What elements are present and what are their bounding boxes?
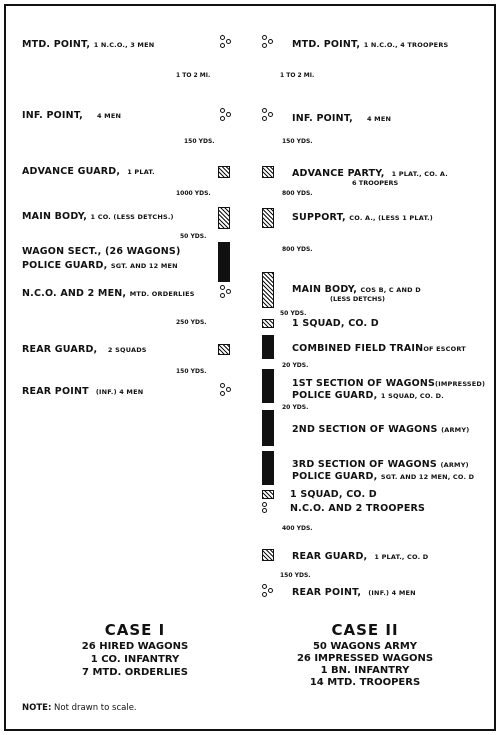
case2-distance-3: 800 YDS. bbox=[282, 190, 313, 197]
case1-distance-1: 1 TO 2 MI. bbox=[176, 72, 211, 79]
case2-distance-5: 50 YDS. bbox=[280, 310, 307, 317]
case1-orderlies-symbol bbox=[220, 285, 232, 299]
case2-main-body-symbol bbox=[262, 272, 274, 308]
case2-support-symbol bbox=[262, 208, 274, 228]
case2-squad-label-2: 1 SQUAD, CO. D bbox=[290, 489, 377, 500]
case1-advance-guard-label: ADVANCE GUARD, 1 PLAT. bbox=[22, 166, 155, 177]
case2-title: CASE II bbox=[331, 621, 399, 639]
case1-inf-point-label: INF. POINT, 4 MEN bbox=[22, 110, 122, 121]
case2-squad-symbol-1 bbox=[262, 319, 274, 328]
case2-wagon-section-2-symbol bbox=[262, 410, 274, 446]
case1-police-guard-label: POLICE GUARD, SGT. AND 12 MEN bbox=[22, 260, 178, 271]
case2-wagon-section-3-label: 3RD SECTION OF WAGONS (ARMY) bbox=[292, 459, 469, 470]
case1-mtd-point-symbol bbox=[220, 35, 232, 49]
case1-distance-3: 1000 YDS. bbox=[176, 190, 211, 197]
case1-rear-guard-symbol bbox=[218, 344, 230, 355]
case2-wagon-section-1-symbol bbox=[262, 369, 274, 403]
case2-squad-symbol-2 bbox=[262, 490, 274, 499]
case1-distance-5: 250 YDS. bbox=[176, 319, 207, 326]
case2-nco-troopers-label: N.C.O. AND 2 TROOPERS bbox=[290, 503, 426, 514]
case1-main-body-symbol bbox=[218, 207, 230, 229]
case2-inf-point-label: INF. POINT, 4 MEN bbox=[292, 113, 392, 124]
case1-summary-3: 7 MTD. ORDERLIES bbox=[82, 667, 188, 678]
note-label: NOTE: bbox=[22, 703, 52, 713]
scale-note bbox=[22, 703, 137, 713]
case2-advance-party-troopers: 6 TROOPERS bbox=[352, 179, 399, 187]
case1-rear-point-label: REAR POINT (INF.) 4 MEN bbox=[22, 386, 144, 397]
case2-wagon-section-3-symbol bbox=[262, 451, 274, 485]
case2-field-train-symbol bbox=[262, 335, 274, 359]
case1-main-body-label: MAIN BODY, 1 CO. (LESS DETCHS.) bbox=[22, 211, 174, 222]
case2-summary-2: 26 IMPRESSED WAGONS bbox=[296, 653, 434, 664]
case1-rear-point-symbol bbox=[220, 383, 232, 397]
case2-police-guard-1-label: POLICE GUARD, 1 SQUAD, CO. D. bbox=[292, 390, 444, 401]
case1-wagon-section-symbol bbox=[218, 242, 230, 282]
case1-title: CASE I bbox=[104, 621, 166, 639]
case2-field-train-label: COMBINED FIELD TRAINOF ESCORT bbox=[292, 343, 466, 354]
case2-distance-7: 20 YDS. bbox=[282, 404, 309, 411]
case2-advance-party-symbol bbox=[262, 166, 274, 178]
case2-support-label: SUPPORT, CO. A., (LESS 1 PLAT.) bbox=[292, 212, 433, 223]
case2-distance-2: 150 YDS. bbox=[282, 138, 313, 145]
case2-squad-label-1: 1 SQUAD, CO. D bbox=[292, 318, 379, 329]
case2-summary-4: 14 MTD. TROOPERS bbox=[309, 677, 421, 688]
case1-summary-1: 26 HIRED WAGONS bbox=[81, 641, 189, 652]
case2-inf-point-symbol bbox=[262, 108, 274, 122]
case2-distance-1: 1 TO 2 MI. bbox=[280, 72, 315, 79]
case1-advance-guard-symbol bbox=[218, 166, 230, 178]
case1-distance-2: 150 YDS. bbox=[184, 138, 215, 145]
case1-inf-point-symbol bbox=[220, 108, 232, 122]
case2-wagon-section-2-label: 2ND SECTION OF WAGONS (ARMY) bbox=[292, 424, 470, 435]
case1-summary-2: 1 CO. INFANTRY bbox=[90, 654, 180, 665]
case2-distance-6: 20 YDS. bbox=[282, 362, 309, 369]
case1-orderlies-label: N.C.O. AND 2 MEN, MTD. ORDERLIES bbox=[22, 288, 195, 299]
case2-rear-guard-symbol bbox=[262, 549, 274, 561]
case2-distance-4: 800 YDS. bbox=[282, 246, 313, 253]
case2-summary-3: 1 BN. INFANTRY bbox=[320, 665, 410, 676]
case2-distance-8: 400 YDS. bbox=[282, 525, 313, 532]
case1-distance-4: 50 YDS. bbox=[180, 233, 207, 240]
case2-main-body-label: MAIN BODY, COS B, C AND D bbox=[292, 284, 421, 295]
case2-summary-1: 50 WAGONS ARMY bbox=[312, 641, 418, 652]
case1-mtd-point-label: MTD. POINT, 1 N.C.O., 3 MEN bbox=[22, 39, 155, 50]
case2-distance-9: 150 YDS. bbox=[280, 572, 311, 579]
case2-advance-party-label: ADVANCE PARTY, 1 PLAT., CO. A. bbox=[292, 168, 448, 179]
case2-rear-point-label: REAR POINT, (INF.) 4 MEN bbox=[292, 587, 416, 598]
case2-rear-guard-label: REAR GUARD, 1 PLAT., CO. D bbox=[292, 551, 429, 562]
case2-main-body-less-detachments: (LESS DETCHS) bbox=[330, 295, 386, 303]
case2-nco-troopers-symbol bbox=[262, 502, 274, 512]
case2-police-guard-3-label: POLICE GUARD, SGT. AND 12 MEN, CO. D bbox=[292, 471, 475, 482]
case1-rear-guard-label: REAR GUARD, 2 SQUADS bbox=[22, 344, 147, 355]
case1-wagon-section-label: WAGON SECT., (26 WAGONS) bbox=[22, 246, 181, 257]
case2-rear-point-symbol bbox=[262, 584, 274, 598]
note-text: Not drawn to scale. bbox=[54, 703, 137, 713]
case2-mtd-point-symbol bbox=[262, 35, 274, 49]
case2-mtd-point-label: MTD. POINT, 1 N.C.O., 4 TROOPERS bbox=[292, 39, 449, 50]
case1-distance-6: 150 YDS. bbox=[176, 368, 207, 375]
case2-wagon-section-1-label: 1ST SECTION OF WAGONS(IMPRESSED) bbox=[292, 378, 486, 389]
